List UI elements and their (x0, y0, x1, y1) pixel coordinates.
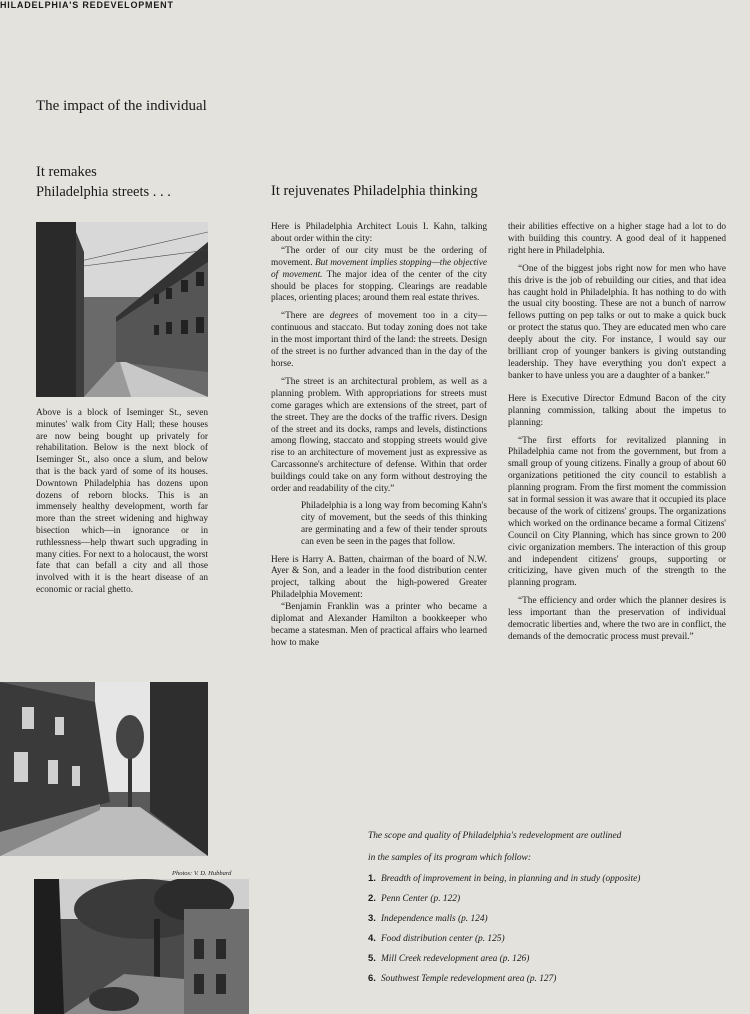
paragraph-kahn-quote-2: “There are degrees of movement too in a city—continuous and staccato. But today zoning does not take in the most important third of the land: the streets. Design of the street is no further advanced than in the day of the horse. (271, 311, 487, 369)
body-column-middle (271, 222, 487, 650)
contents-item: 6. Southwest Temple redevelopment area (p. 127) (368, 973, 557, 984)
contents-item: 5. Mill Creek redevelopment area (p. 126) (368, 953, 530, 964)
contents-list (368, 869, 728, 989)
program-contents (368, 825, 728, 989)
photo-caption: Above is a block of Iseminger St., seven minutes' walk from City Hall; these houses are now being bought up privately for rehabilitation. Below is the next block of Iseminger St., also once a slum, and below that is the back yard of some of its houses. Downtown Philadelphia has dozens upon dozens of reborn blocks. This is an immensely healthy development, worth far more than the street widening and highway bisection which—in ignorance or in ruthlessness—help thwart such upgrading in many cities. For next to a holocaust, the worst fate that can befall a city and all those involved with it is the heart disease of an economic or racial ghetto. (36, 408, 208, 595)
paragraph-kahn-quote-1: “The order of our city must be the ordering of movement. But movement implies stopping—the objective of movement. The major idea of the center of the city should be places for stopping. Clearings are readable places, orienting places; around them real estate thrives. (271, 245, 488, 304)
paragraph-bacon-quote-2: “The efficiency and order which the planner desires is less important than the preservation of individual democratic liberties and, where the two are in conflict, the demands of the democratic process must prevail.” (508, 596, 726, 642)
body-column-right (508, 222, 726, 644)
photo-back-yard (34, 879, 249, 1014)
paragraph-batten-intro: Here is Harry A. Batten, chairman of the board of N.W. Ayer & Son, and a leader in the food distribution center project, talking about the high-powered Greater Philadelphia Movement: (271, 554, 487, 601)
left-heading-line-2: Philadelphia streets . . . (36, 184, 171, 200)
contents-item: 1. Breadth of improvement in being, in planning and in study (opposite) (368, 873, 641, 884)
left-heading (36, 162, 171, 202)
paragraph-kahn-commentary: Philadelphia is a long way from becoming Kahn's city of movement, but the seeds of this thinking are germinating and a few of their tender sprouts can even be seen in the pages that follow. (301, 500, 487, 547)
right-heading: It rejuvenates Philadelphia thinking (271, 183, 478, 199)
paragraph-bacon-intro: Here is Executive Director Edmund Bacon of the city planning commission, talking about the impetus to planning: (508, 393, 726, 428)
running-head: HILADELPHIA'S REDEVELOPMENT (0, 0, 174, 10)
photo-iseminger-street-block (36, 222, 208, 397)
photo-credit: Photos: V. D. Hubbard (172, 870, 232, 877)
contents-item: 2. Penn Center (p. 122) (368, 893, 461, 904)
paragraph-batten-quote: “Benjamin Franklin was a printer who became a diplomat and Alexander Hamilton a bookkeeper who became a statesman. Men of practical affairs who learned how to make (271, 602, 487, 648)
contents-item: 3. Independence malls (p. 124) (368, 913, 488, 924)
contents-intro-line-1: The scope and quality of Philadelphia's redevelopment are outlined (368, 831, 622, 841)
paragraph-kahn-intro: Here is Philadelphia Architect Louis I. Kahn, talking about order within the city: (271, 222, 487, 244)
paragraph-kahn-quote-3: “The street is an architectural problem, as well as a planning problem. With appropriations for streets must come garages which are extensions of the street, part of the street. They are the docks of the traffic rivers. Design of the street and its docks, ramps and levels, distinctions among flowing, staccato and stopping streets would give rise to an architecture of movement just as expressive as Carcassonne's architecture of defense. Within that order buildings could take on any form without destroying the order and readability of the city.” (271, 376, 487, 495)
section-kicker: The impact of the individual (36, 98, 207, 114)
contents-item: 4. Food distribution center (p. 125) (368, 933, 505, 944)
contents-intro-line-2: in the samples of its program which follow: (368, 853, 531, 863)
paragraph-bacon-quote-1: “The first efforts for revitalized planning in Philadelphia came not from the government, but from a small group of young citizens. Finally a group of about 60 organizations petitioned the city council to establish a planning program. From the first moment the commission sat in formal session it was aware that it occupied its place because of the work of citizens' groups. The organizations which worked on the ordinance became a formal Citizens' Council on City Planning, which has since grown to 200 civic organization members. The interaction of this group and independent citizens' groups, supporting or criticizing, have given much of the strength to the planning program. (508, 435, 726, 589)
left-heading-line-1: It remakes (36, 164, 97, 180)
paragraph-batten-quote-2: “One of the biggest jobs right now for men who have this drive is the job of rebuilding our cities, and that idea has caught hold in Philadelphia. It has nothing to do with the usual city boosting. These are not a bunch of narrow fellows putting on pep talks or out to make a quick buck or protect the status quo. They are educated men who care deeply about the city. For instance, I would say our brilliant crop of younger bankers is giving outstanding leadership. They have everything you don't expect a banker to have unless you are a daughter of a banker.” (508, 263, 726, 381)
photo-next-block (0, 682, 208, 856)
paragraph-batten-continued: their abilities effective on a higher stage had a lot to do with building this country. A good deal of it happened right here in Philadelphia. (508, 222, 726, 256)
